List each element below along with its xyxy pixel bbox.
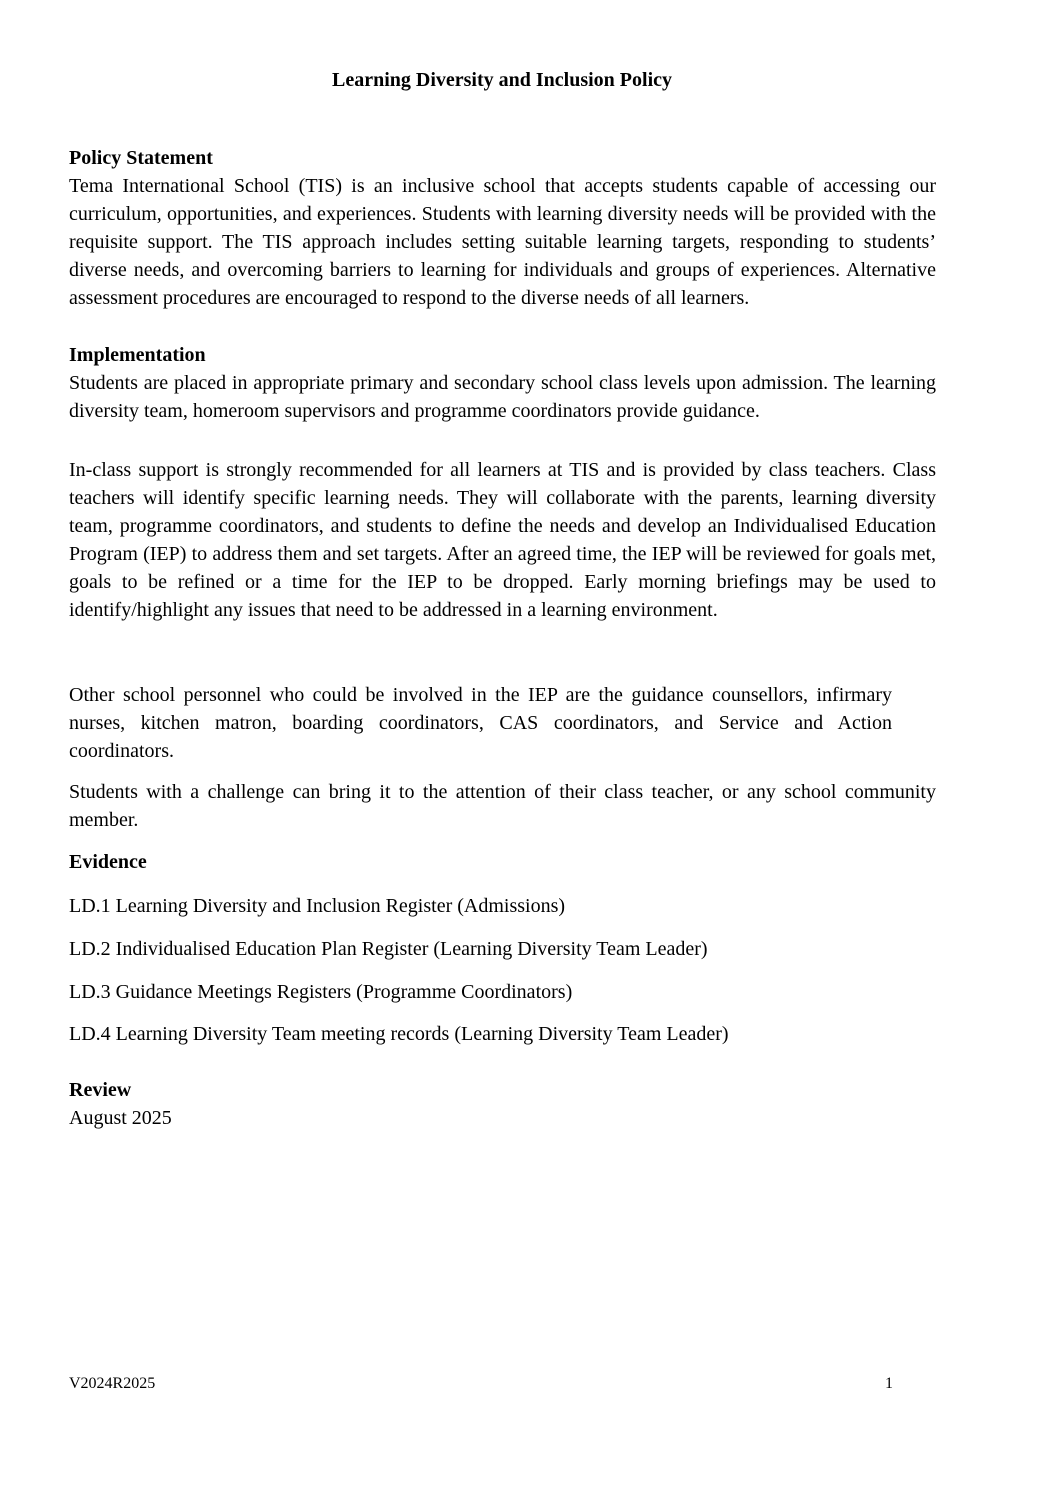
evidence-item-text: LD.1 Learning Diversity and Inclusion Register (Admissions) [69, 895, 566, 917]
policy-statement-heading: Policy Statement [69, 147, 213, 169]
evidence-heading-block [69, 848, 936, 876]
footer-page-number: 1 [885, 1375, 893, 1392]
implementation-paragraph: Students are placed in appropriate primary and secondary school class levels upon admission. The learning diversity team, homeroom supervisors and programme coordinators provide guidance. [69, 372, 936, 422]
evidence-heading: Evidence [69, 851, 147, 873]
review-section [69, 1076, 936, 1132]
implementation-paragraph: Other school personnel who could be involved in the IEP are the guidance counsellors, infirmary nurses, kitchen matron, boarding coordinators, CAS coordinators, and Service and Action coordinators. [69, 684, 892, 762]
implementation-paragraph: Students with a challenge can bring it to the attention of their class teacher, or any school community member. [69, 781, 936, 831]
implementation-paragraph-3 [69, 681, 892, 765]
implementation-paragraph-4 [69, 778, 936, 834]
implementation-heading: Implementation [69, 344, 206, 366]
implementation-paragraph: In-class support is strongly recommended for all learners at TIS and is provided by class teachers. Class teachers will identify specific learning needs. They will collaborate with the parents, learning diversity team, programme coordinators, and students to define the needs and develop an Individualised Education Program (IEP) to address them and set targets. After an agreed time, the IEP will be reviewed for goals met, goals to be refined or a time for the IEP to be dropped. Early morning briefings may be used to identify/highlight any issues that need to be addressed in a learning environment. [69, 459, 936, 621]
evidence-item [69, 935, 936, 963]
implementation-section [69, 341, 936, 425]
evidence-item [69, 978, 936, 1006]
implementation-paragraph-2 [69, 456, 936, 624]
evidence-item [69, 1020, 936, 1048]
review-date: August 2025 [69, 1107, 172, 1129]
evidence-item [69, 892, 936, 920]
policy-statement-section [69, 144, 936, 312]
policy-statement-text: Tema International School (TIS) is an inclusive school that accepts students capable of accessing our curriculum, opportunities, and experiences. Students with learning diversity needs will be provided with the requisite support. The TIS approach includes setting suitable learning targets, responding to students’ diverse needs, and overcoming barriers to learning for individuals and groups of experiences. Alternative assessment procedures are encouraged to respond to the diverse needs of all learners. [69, 175, 936, 309]
review-heading: Review [69, 1079, 132, 1101]
evidence-item-text: LD.3 Guidance Meetings Registers (Programme Coordinators) [69, 981, 573, 1003]
evidence-item-text: LD.2 Individualised Education Plan Register (Learning Diversity Team Leader) [69, 938, 708, 960]
footer-version: V2024R2025 [69, 1375, 156, 1392]
evidence-item-text: LD.4 Learning Diversity Team meeting records (Learning Diversity Team Leader) [69, 1023, 729, 1045]
document-title: Learning Diversity and Inclusion Policy [331, 69, 673, 91]
